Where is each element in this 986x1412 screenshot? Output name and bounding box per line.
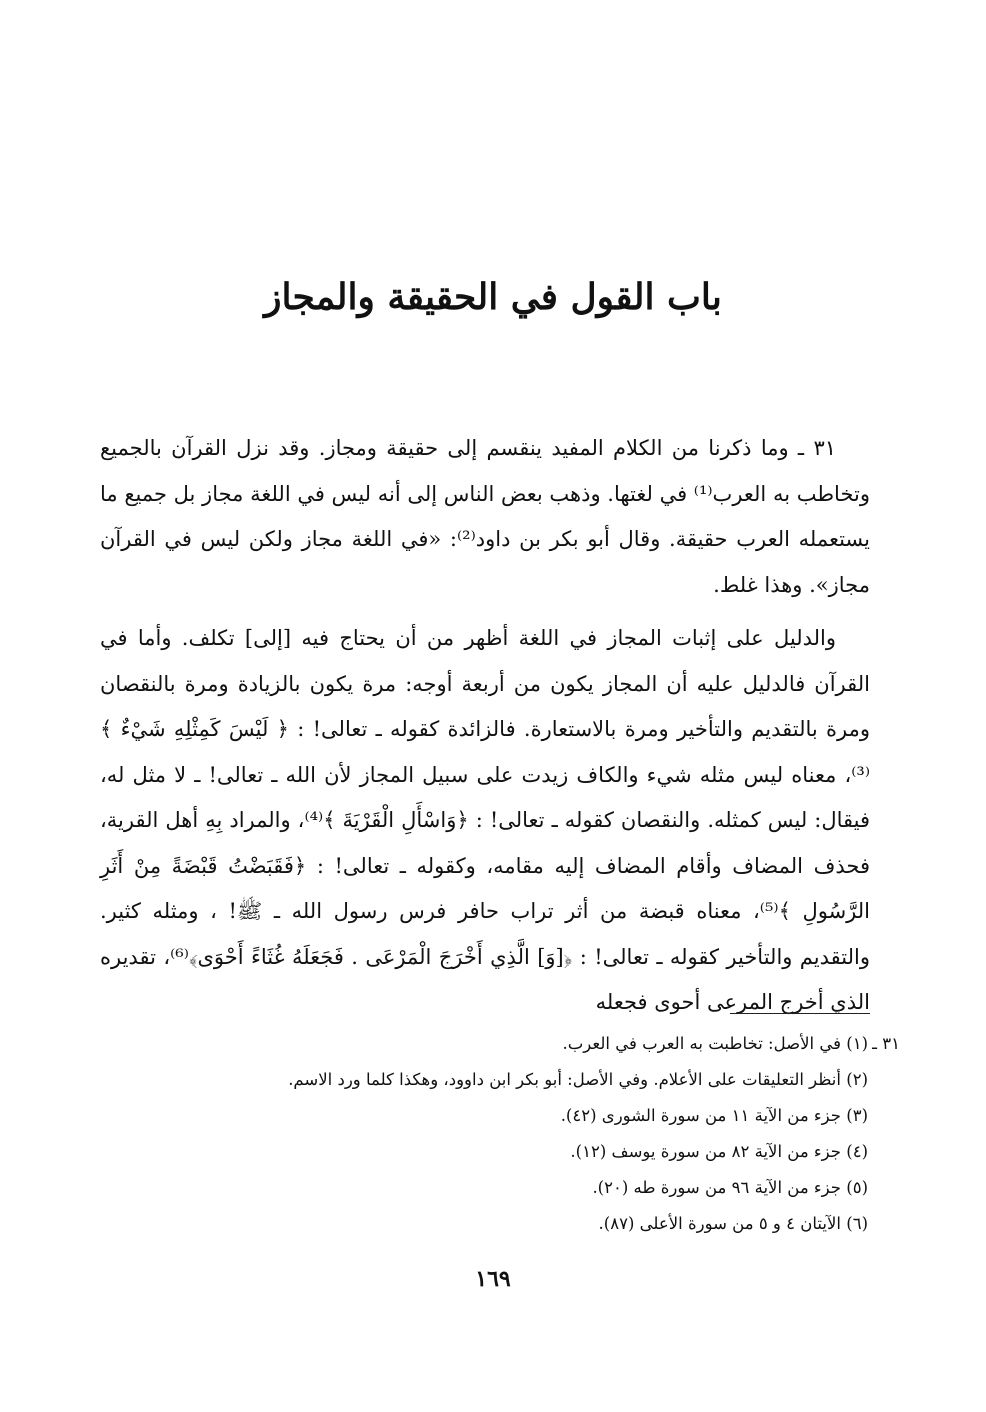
footnote-text: الآيتان ٤ و ٥ من سورة الأعلى (٨٧). (598, 1214, 841, 1233)
footnote-text: في الأصل: تخاطبت به العرب في العرب. (562, 1034, 841, 1053)
main-text (100, 426, 870, 1026)
footnote-number: (١) (846, 1034, 868, 1053)
footnote-text: جزء من الآية ٨٢ من سورة يوسف (١٢). (570, 1142, 841, 1161)
footnote-3 (100, 1098, 900, 1134)
page-number: ١٦٩ (475, 1266, 511, 1292)
footnote-text: جزء من الآية ١١ من سورة الشورى (٤٢). (560, 1106, 841, 1125)
footnote-6 (100, 1206, 900, 1242)
footnotes (100, 1026, 900, 1256)
footnote-number: (٣) (846, 1106, 868, 1125)
footnote-text: أنظر التعليقات على الأعلام. وفي الأصل: أبو بكر ابن داوود، وهكذا كلما ورد الاسم. (288, 1070, 841, 1089)
chapter-title: باب القول في الحقيقة والمجاز (264, 276, 722, 318)
footnote-section-label: ٣١ ـ (872, 1034, 900, 1053)
footnote-number: (٢) (846, 1070, 868, 1089)
paragraph-2: والدليل على إثبات المجاز في اللغة أظهر من أن يحتاج فيه [إلى] تكلف. وأما في القرآن فالدليل عليه أن المجاز يكون من أربعة أوجه: مرة يكون بالزيادة ومرة بالنقصان ومرة بالتقديم والتأخير ومرة بالاستعارة. فالزائدة كقوله ـ تعالى! : ﴿ لَيْسَ كَمِثْلِهِ شَيْءٌ ﴾⁽³⁾، معناه ليس مثله شيء والكاف زيدت على سبيل المجاز لأن الله ـ تعالى! ـ لا مثل له، فيقال: ليس كمثله. والنقصان كقوله ـ تعالى! : ﴿وَاسْأَلِ الْقَرْيَةَ ﴾⁽⁴⁾، والمراد بِهِ أهل القرية، فحذف المضاف وأقام المضاف إليه مقامه، وكقوله ـ تعالى! : ﴿فَقَبَضْتُ قَبْضَةً مِنْ أَثَرِ الرَّسُولِ ﴾⁽⁵⁾، معناه قبضة من أثر تراب حافر فرس رسول الله ـ ﷺ! ، ومثله كثير. والتقديم والتأخير كقوله ـ تعالى! : ﴿[وَ] الَّذِي أَخْرَجَ الْمَرْعَى . فَجَعَلَهُ غُثَاءً أَحْوَى﴾⁽⁶⁾، تقديره الذي أخرج المرعى أحوى فجعله (100, 626, 871, 1014)
footnote-5 (100, 1170, 900, 1206)
footnote-1 (100, 1026, 900, 1062)
paragraph-1: ٣١ ـ وما ذكرنا من الكلام المفيد ينقسم إلى حقيقة ومجاز. وقد نزل القرآن بالجميع وتخاطب به العرب⁽¹⁾ في لغتها. وذهب بعض الناس إلى أنه ليس في اللغة مجاز بل جميع ما يستعمله العرب حقيقة. وقال أبو بكر بن داود⁽²⁾: «في اللغة مجاز ولكن ليس في القرآن مجاز». وهذا غلط. (100, 436, 871, 597)
footnote-2 (100, 1062, 900, 1098)
footnote-4 (100, 1134, 900, 1170)
footnote-text: جزء من الآية ٩٦ من سورة طه (٢٠). (592, 1178, 841, 1197)
footnote-number: (٥) (846, 1178, 868, 1197)
footnote-number: (٦) (846, 1214, 868, 1233)
footnote-number: (٤) (846, 1142, 868, 1161)
footnote-separator (730, 1013, 870, 1014)
